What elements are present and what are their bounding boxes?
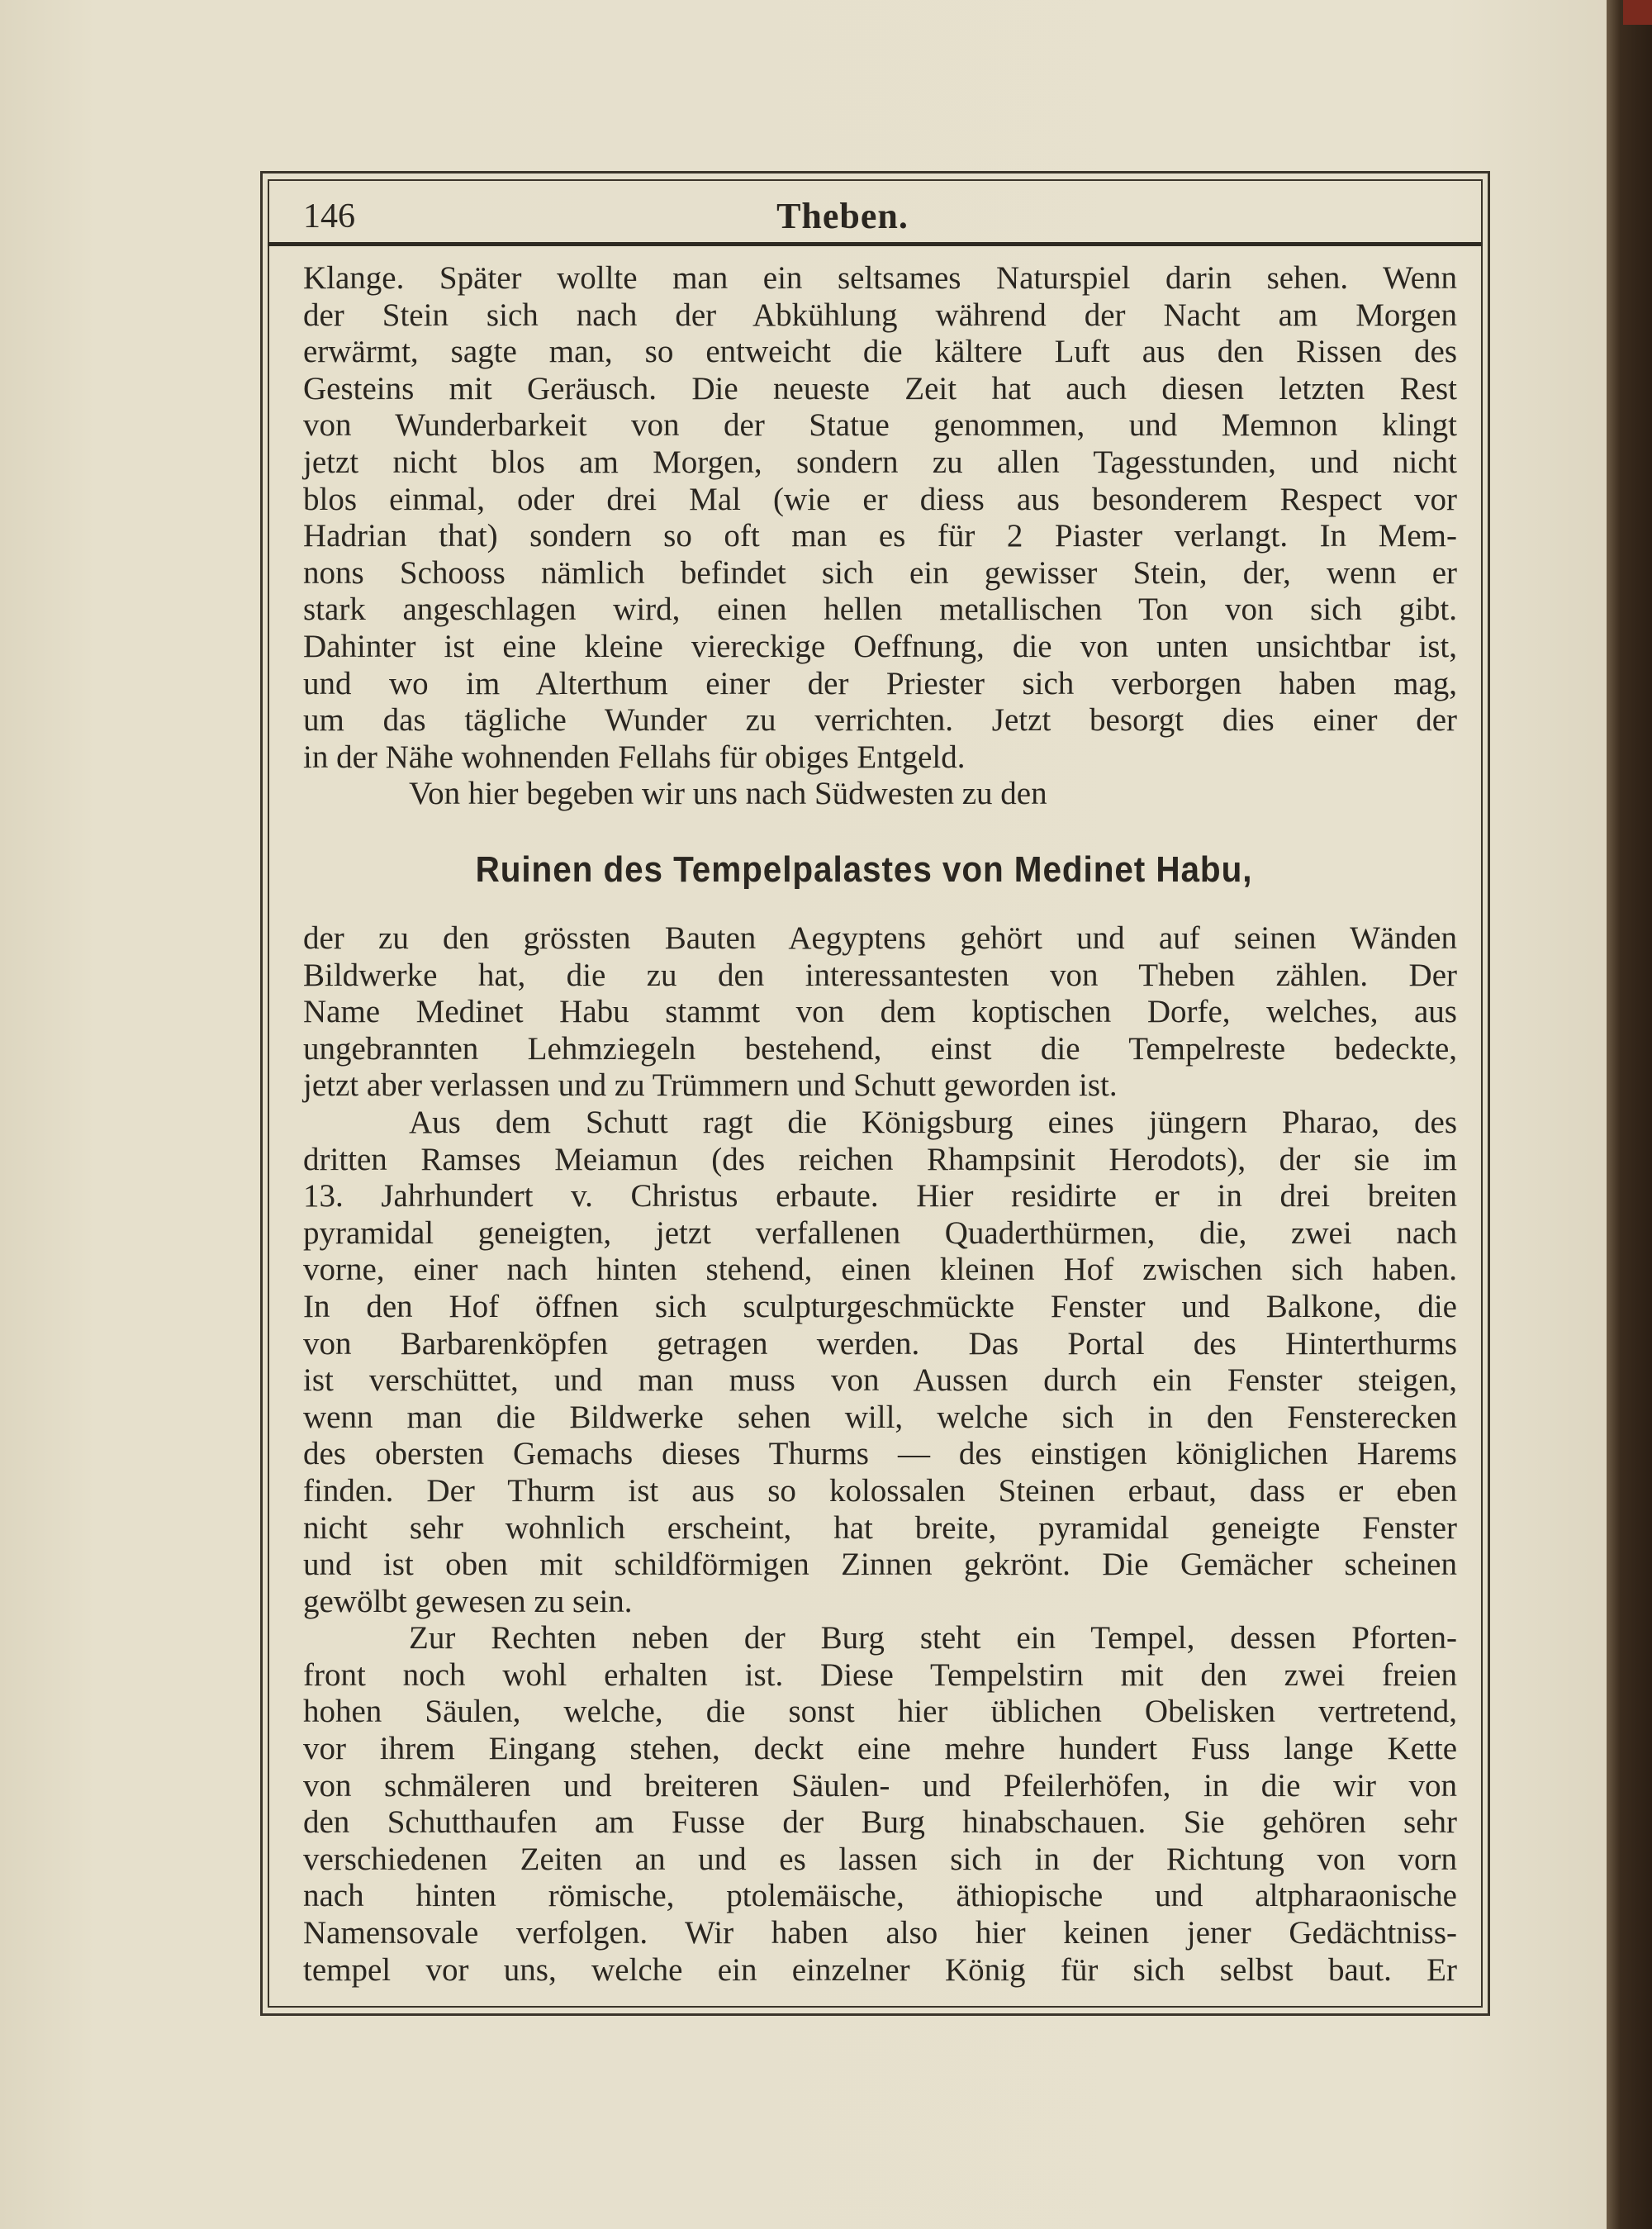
text-line: In den Hof öffnen sich sculpturgeschmückte Fenster und Balkone, die [303, 1288, 1457, 1324]
text-line: 13. Jahrhundert v. Christus erbaute. Hier residirte er in drei breiten [303, 1178, 1457, 1214]
section-heading: Ruinen des Tempelpalastes von Medinet Habu, [475, 849, 1253, 890]
text-line: jetzt aber verlassen und zu Trümmern und Schutt geworden ist. [303, 1067, 1118, 1104]
text-line: von schmäleren und breiteren Säulen- und Pfeilerhöfen, in die wir von [303, 1767, 1457, 1804]
text-line: von Barbarenköpfen getragen werden. Das Portal des Hinterthurms [303, 1325, 1457, 1362]
text-line: dritten Ramses Meiamun (des reichen Rhampsinit Herodots), der sie im [303, 1141, 1457, 1177]
text-line: vor ihrem Eingang stehen, deckt eine mehre hundert Fuss lange Kette [303, 1731, 1457, 1767]
text-line: und wo im Alterthum einer der Priester sich verborgen haben mag, [303, 665, 1457, 701]
text-line: blos einmal, oder drei Mal (wie er diess aus besonderem Respect vor [303, 481, 1457, 517]
text-line: Gesteins mit Geräusch. Die neueste Zeit hat auch diesen letzten Rest [303, 370, 1457, 406]
text-line: den Schutthaufen am Fusse der Burg hinabschauen. Sie gehören sehr [303, 1804, 1457, 1841]
page-number: 146 [303, 197, 355, 235]
paragraph-block-1 [303, 260, 1457, 813]
text-line: ist verschüttet, und man muss von Aussen durch ein Fenster steigen, [303, 1362, 1457, 1399]
text-line: Aus dem Schutt ragt die Königsburg eines jüngern Pharao, des [409, 1104, 1457, 1140]
text-line: von Wunderbarkeit von der Statue genommen, und Memnon klingt [303, 407, 1457, 444]
text-line: Von hier begeben wir uns nach Südwesten zu den [409, 776, 1047, 812]
text-line: Hadrian that) sondern so oft man es für 2 Piaster verlangt. In Mem- [303, 518, 1457, 554]
text-line: ungebrannten Lehmziegeln bestehend, einst die Tempelreste bedeckte, [303, 1030, 1457, 1067]
text-line: nach hinten römische, ptolemäische, äthiopische und altpharaonische [303, 1878, 1457, 1914]
text-line: wenn man die Bildwerke sehen will, welche sich in den Fensterecken [303, 1399, 1457, 1435]
text-line: hohen Säulen, welche, die sonst hier üblichen Obelisken vertretend, [303, 1694, 1457, 1730]
text-line: um das tägliche Wunder zu verrichten. Jetzt besorgt dies einer der [303, 702, 1457, 739]
text-line: des obersten Gemachs dieses Thurms — des einstigen königlichen Harems [303, 1436, 1457, 1472]
text-line: nons Schooss nämlich befindet sich ein gewisser Stein, der, wenn er [303, 554, 1457, 591]
text-line: gewölbt gewesen zu sein. [303, 1583, 633, 1619]
text-line: in der Nähe wohnenden Fellahs für obiges Entgeld. [303, 739, 966, 775]
book-edge-mark [1623, 0, 1652, 25]
text-line: der Stein sich nach der Abkühlung während der Nacht am Morgen [303, 297, 1457, 333]
text-line: der zu den grössten Bauten Aegyptens gehört und auf seinen Wänden [303, 920, 1457, 956]
text-line: stark angeschlagen wird, einen hellen metallischen Ton von sich gibt. [303, 592, 1457, 628]
text-line: vorne, einer nach hinten stehend, einen kleinen Hof zwischen sich haben. [303, 1252, 1457, 1288]
book-edge [1607, 0, 1652, 2229]
text-line: und ist oben mit schildförmigen Zinnen gekrönt. Die Gemächer scheinen [303, 1547, 1457, 1583]
text-line: nicht sehr wohnlich erscheint, hat breite, pyramidal geneigte Fenster [303, 1509, 1457, 1546]
text-line: verschiedenen Zeiten an und es lassen sich in der Richtung von vorn [303, 1841, 1457, 1877]
text-line: pyramidal geneigten, jetzt verfallenen Quaderthürmen, die, zwei nach [303, 1214, 1457, 1251]
header-rule [268, 242, 1483, 246]
running-title: Theben. [776, 196, 909, 236]
text-line: Name Medinet Habu stammt von dem koptischen Dorfe, welches, aus [303, 994, 1457, 1030]
text-line: tempel vor uns, welche ein einzelner König für sich selbst baut. Er [303, 1951, 1457, 1988]
text-line: Dahinter ist eine kleine viereckige Oeffnung, die von unten unsichtbar ist, [303, 628, 1457, 664]
text-line: jetzt nicht blos am Morgen, sondern zu allen Tagesstunden, und nicht [303, 444, 1457, 480]
text-line: Zur Rechten neben der Burg steht ein Tempel, dessen Pforten- [409, 1620, 1457, 1656]
text-line: front noch wohl erhalten ist. Diese Tempelstirn mit den zwei freien [303, 1656, 1457, 1693]
text-line: Klange. Später wollte man ein seltsames Naturspiel darin sehen. Wenn [303, 260, 1457, 296]
text-line: Bildwerke hat, die zu den interessantesten von Theben zählen. Der [303, 957, 1457, 993]
text-line: Namensovale verfolgen. Wir haben also hier keinen jener Gedächtniss- [303, 1915, 1457, 1951]
text-line: erwärmt, sagte man, so entweicht die kältere Luft aus den Rissen des [303, 334, 1457, 370]
text-line: finden. Der Thurm ist aus so kolossalen Steinen erbaut, dass er eben [303, 1472, 1457, 1509]
paragraph-block-2 [303, 920, 1457, 1989]
